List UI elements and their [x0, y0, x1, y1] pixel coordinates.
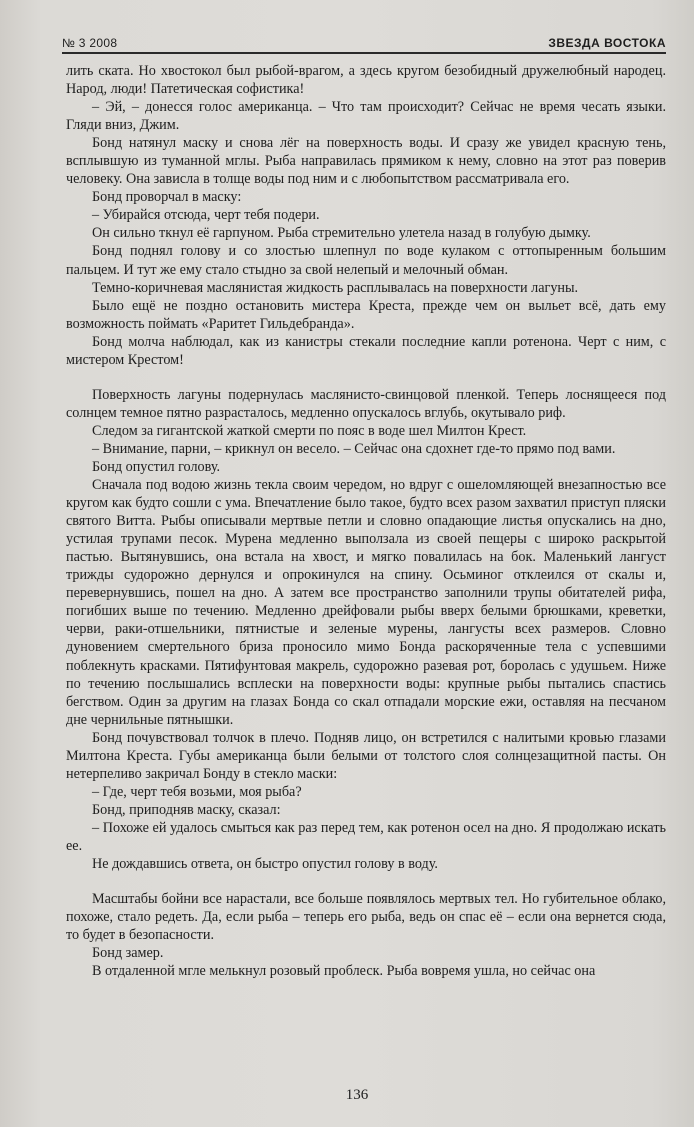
issue-number: № 3 2008 [62, 36, 118, 50]
paragraph: – Похоже ей удалось смыться как раз перед тем, как ротенон осел на дно. Я продолжаю искать ее. [66, 819, 666, 854]
paragraph: Не дождавшись ответа, он быстро опустил голову в воду. [92, 856, 438, 873]
paragraph: Следом за гигантской жаткой смерти по пояс в воде шел Милтон Крест. [92, 422, 527, 439]
paragraph: – Эй, – донесся голос американца. – Что там происходит? Сейчас не время чесать языки. Гляди вниз, Джим. [66, 99, 666, 134]
page-number: 136 [345, 1087, 369, 1103]
paragraph: – Внимание, парни, – крикнул он весело. – Сейчас она сдохнет где-то прямо под вами. [92, 440, 616, 457]
paragraph: – Где, черт тебя возьми, моя рыба? [92, 783, 302, 800]
paragraph: лить ската. Но хвостокол был рыбой-врагом, а здесь кругом безобидный дружелюбный народец. Народ, люди! Патетическая софистика! [66, 63, 666, 98]
paragraph: Темно-коричневая маслянистая жидкость расплывалась на поверхности лагуны. [92, 279, 579, 296]
paragraph: В отдаленной мгле мелькнул розовый проблеск. Рыба вовремя ушла, но сейчас она [92, 963, 596, 980]
paragraph: Бонд молча наблюдал, как из канистры стекали последние капли ротенона. Черт с ним, с мистером Крестом! [66, 333, 666, 368]
paragraph: Бонд проворчал в маску: [92, 189, 242, 206]
section-break [66, 369, 666, 386]
paragraph: Поверхность лагуны подернулась маслянисто-свинцовой пленкой. Теперь лоснящееся под солнцем темное пятно разрасталось, медленно опускалось вглубь, окутывало риф. [66, 386, 666, 421]
paragraph: Бонд, приподняв маску, сказал: [92, 801, 281, 818]
paragraph: Бонд натянул маску и снова лёг на поверхность воды. И сразу же увидел красную тень, всплывшую из туманной мглы. Рыба направилась прямиком к нему, словно на этот раз поверив человеку. Она зависла в толще воды под ним и с любопытством рассматривала его. [66, 135, 666, 188]
paragraph: Бонд замер. [92, 945, 164, 962]
paragraph: Бонд опустил голову. [92, 458, 221, 475]
article-body [66, 62, 666, 980]
section-break [66, 873, 666, 890]
magazine-title: ЗВЕЗДА ВОСТОКА [548, 36, 666, 50]
paragraph: Он сильно ткнул её гарпуном. Рыба стремительно улетела назад в голубую дымку. [92, 225, 591, 242]
paragraph: Масштабы бойни все нарастали, все больше появлялось мертвых тел. Но губительное облако, похоже, стало редеть. Да, если рыба – теперь его рыба, ведь он спас её – если она вернется сюда, то будет в безопасности. [66, 891, 666, 944]
paragraph: Бонд почувствовал толчок в плечо. Подняв лицо, он встретился с налитыми кровью глазами Милтона Креста. Губы американца были белыми от толстого слоя солнцезащитной пасты. Он нетерпеливо закричал Бонду в стекло маски: [66, 729, 666, 782]
paragraph: Бонд поднял голову и со злостью шлепнул по воде кулаком с оттопыренным большим пальцем. И тут же ему стало стыдно за свой нелепый и мелочный обман. [66, 243, 666, 278]
paragraph: Было ещё не поздно остановить мистера Креста, прежде чем он выльет всё, дать ему возможность поймать «Раритет Гильдебранда». [66, 297, 666, 332]
running-header [62, 28, 666, 54]
paragraph: Сначала под водою жизнь текла своим чередом, но вдруг с ошеломляющей внезапностью все кругом как будто сошли с ума. Впечатление было такое, будто всех разом захватил приступ пляски святого Витта. Рыбы описывали мертвые петли и словно опадающие листья опускались на дно, устилая трупами песок. Мурена медленно выползала из своей пещеры с широко раскрытой пастью. Вытянувшись, она встала на хвост, и мягко повалилась на бок. Маленький лангуст трижды судорожно дернулся и опрокинулся на спину. Осьминог отклеился от скалы и, перевернувшись, пошел на дно. А затем все пространство заполнили трупы обитателей рифа, погибших выше по течению. Медленно дрейфовали рыбы вверх белыми брюшками, креветки, черви, раки-отшельники, пятнистые и зеленые мурены, лангусты всех размеров. Словно дуновением смертельного бриза проносило мимо Бонда раскоряченные тела с успевшими поблекнуть красками. Пятифунтовая макрель, судорожно разевая рот, боролась с удушьем. Ниже по течению послышались всплески на поверхности воды: крупные рыбы пытались спастись бегством. Один за другим на глазах Бонда со скал отпадали морские ежи, оставляя на песчаном дне чернильные пятнышки. [66, 477, 666, 728]
paragraph: – Убирайся отсюда, черт тебя подери. [92, 207, 320, 224]
